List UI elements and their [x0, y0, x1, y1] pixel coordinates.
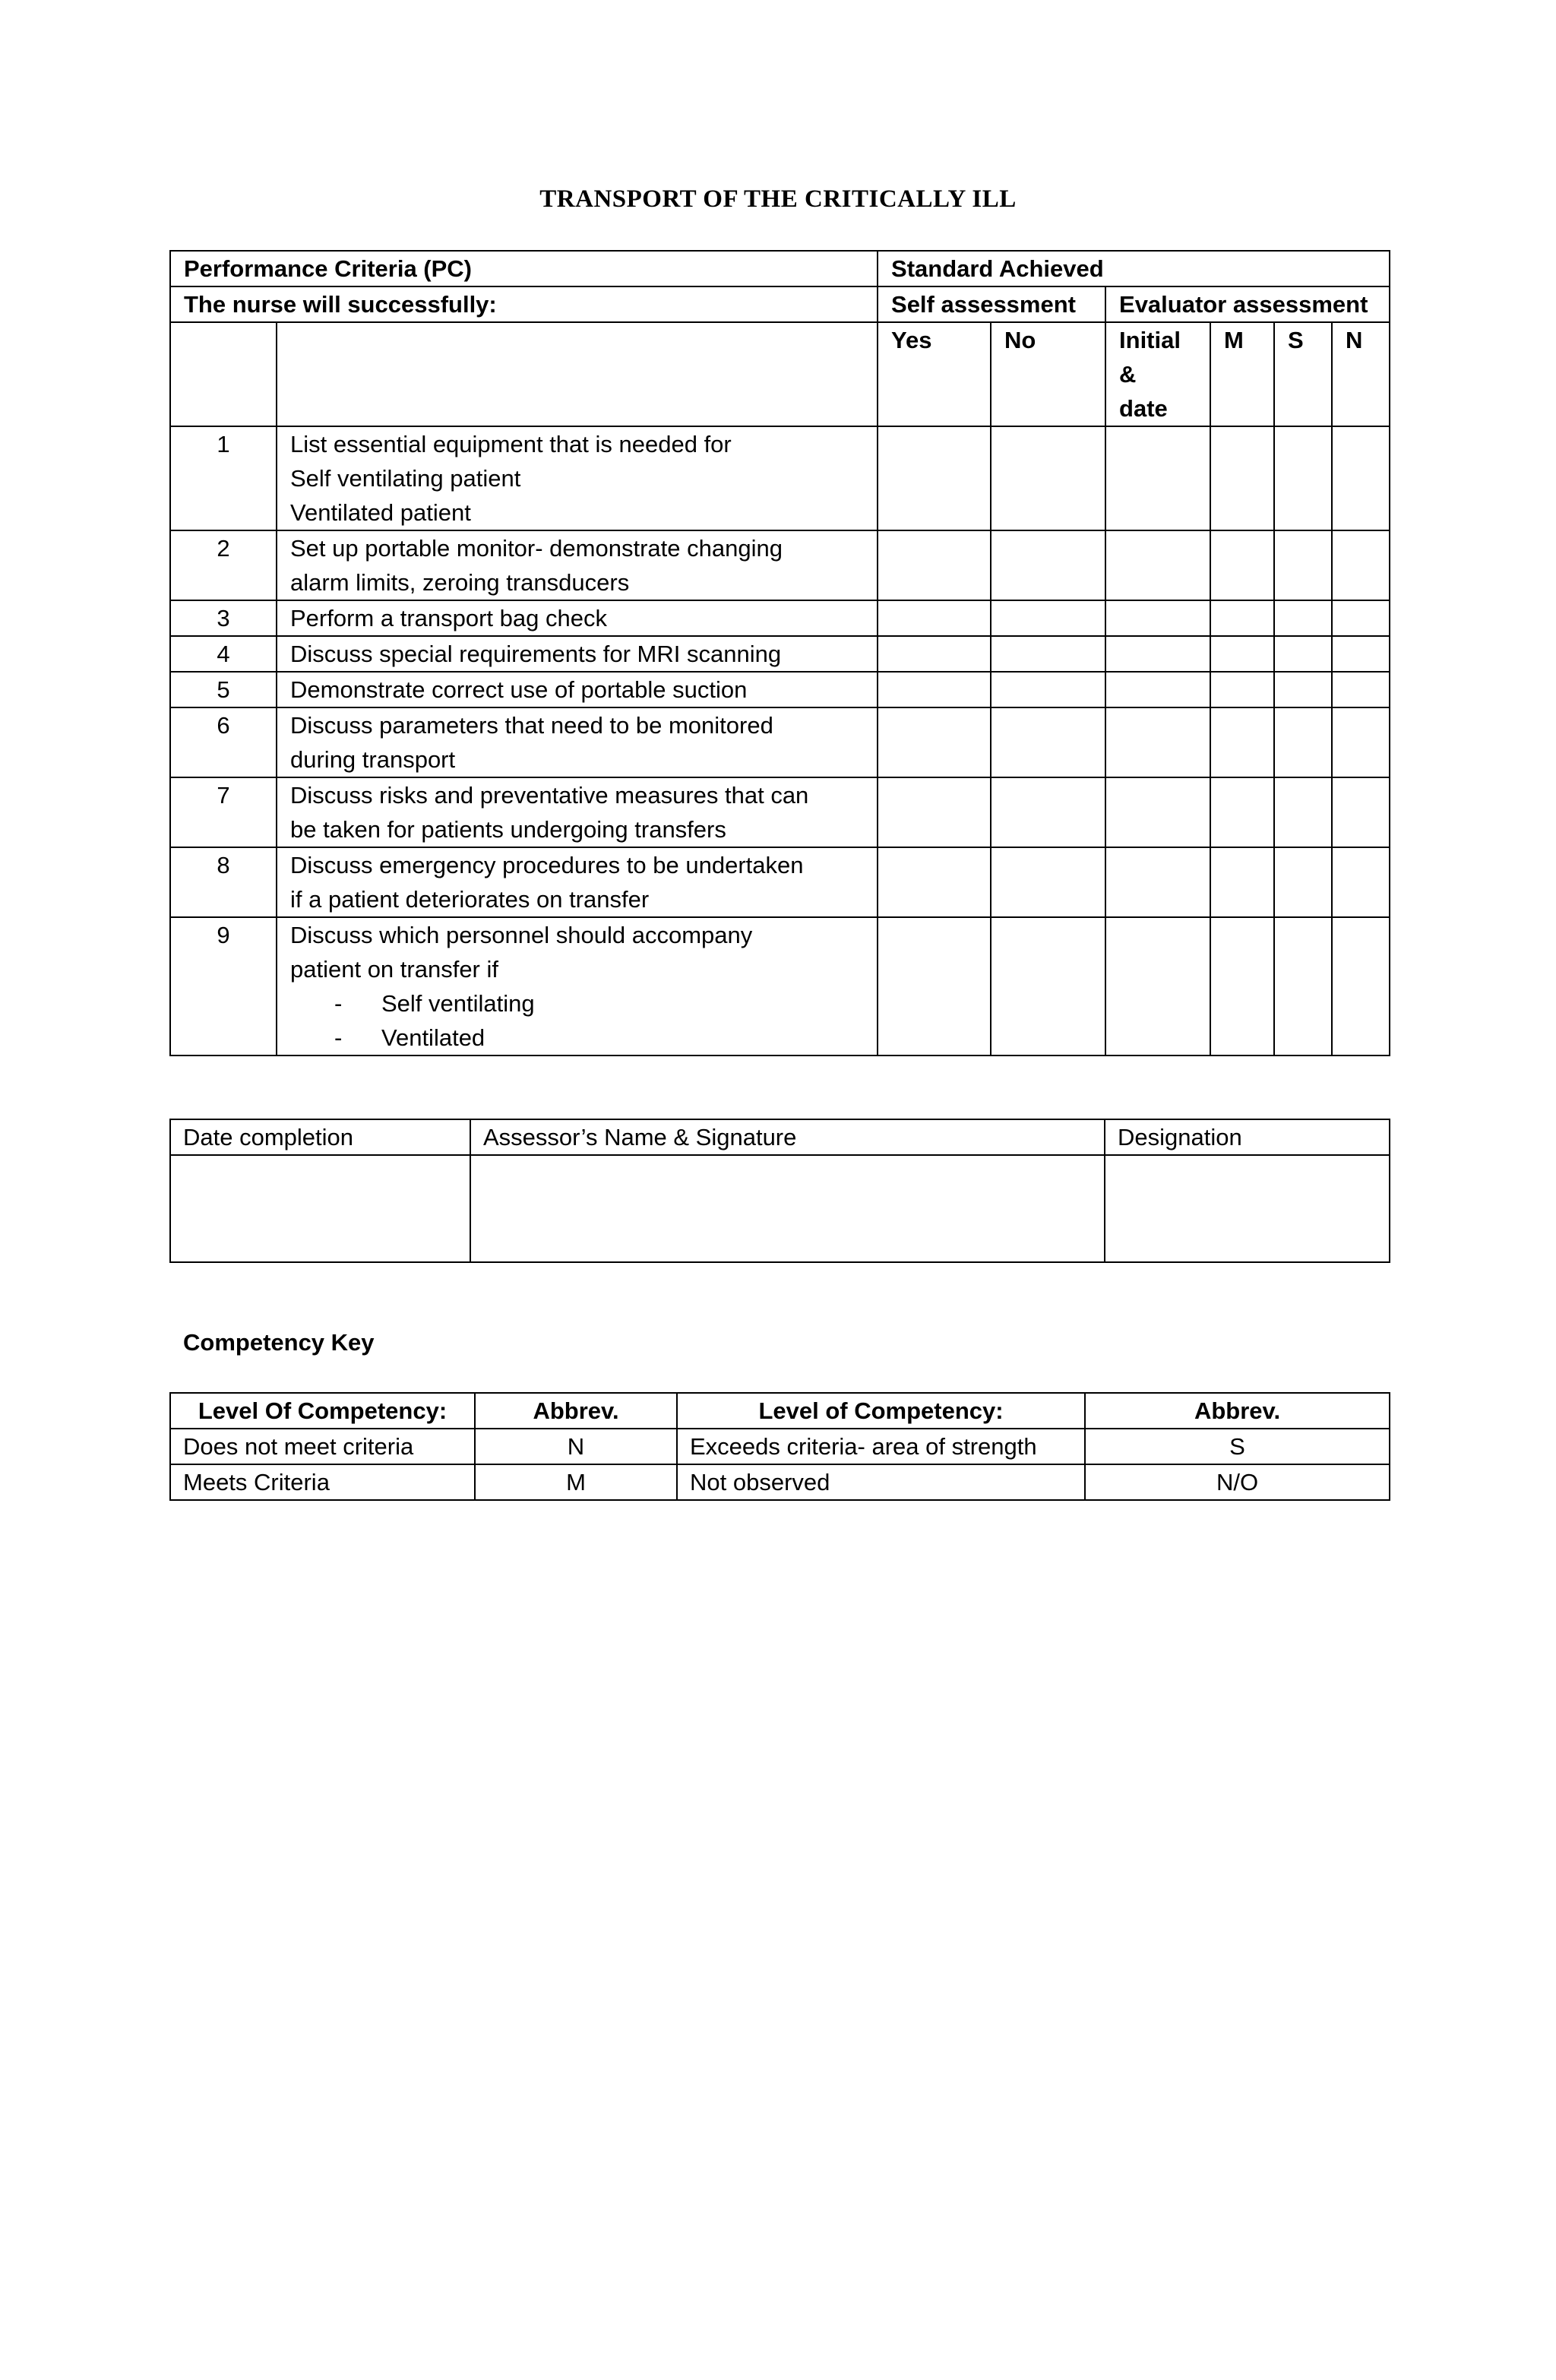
- assessment-cell-yes[interactable]: [878, 707, 991, 777]
- header-n: N: [1332, 322, 1390, 426]
- assessment-cell-n[interactable]: [1332, 600, 1390, 636]
- assessment-cell-s[interactable]: [1274, 672, 1332, 707]
- header-performance-criteria: Performance Criteria (PC): [170, 251, 878, 286]
- criteria-number: 4: [170, 636, 277, 672]
- assessment-cell-m[interactable]: [1210, 530, 1274, 600]
- criteria-number: 5: [170, 672, 277, 707]
- header-nurse-will: The nurse will successfully:: [170, 286, 878, 322]
- assessment-cell-yes[interactable]: [878, 847, 991, 917]
- criteria-text: [277, 917, 878, 1055]
- assessment-cell-initial-date[interactable]: [1105, 672, 1210, 707]
- key-level: Not observed: [677, 1464, 1085, 1500]
- header-standard-achieved: Standard Achieved: [878, 251, 1390, 286]
- assessment-cell-initial-date[interactable]: [1105, 847, 1210, 917]
- criteria-line: List essential equipment that is needed for: [290, 431, 732, 457]
- assessment-cell-no[interactable]: [991, 672, 1105, 707]
- assessment-cell-s[interactable]: [1274, 847, 1332, 917]
- assessment-cell-s[interactable]: [1274, 530, 1332, 600]
- criteria-row: [170, 530, 1390, 600]
- competency-key-table: [169, 1392, 1390, 1501]
- criteria-number: 8: [170, 847, 277, 917]
- criteria-number: 1: [170, 426, 277, 530]
- key-level: Does not meet criteria: [170, 1429, 475, 1464]
- assessment-cell-s[interactable]: [1274, 917, 1332, 1055]
- criteria-number: 3: [170, 600, 277, 636]
- date-completion-label: Date completion: [170, 1119, 470, 1155]
- assessment-cell-n[interactable]: [1332, 707, 1390, 777]
- header-s: S: [1274, 322, 1332, 426]
- assessor-signature-field[interactable]: [470, 1155, 1105, 1262]
- header-m: M: [1210, 322, 1274, 426]
- key-abbrev: S: [1085, 1429, 1390, 1464]
- criteria-row: [170, 707, 1390, 777]
- assessment-cell-yes[interactable]: [878, 672, 991, 707]
- date-completion-field[interactable]: [170, 1155, 470, 1262]
- assessment-cell-n[interactable]: [1332, 530, 1390, 600]
- assessment-cell-no[interactable]: [991, 636, 1105, 672]
- criteria-line: Demonstrate correct use of portable suction: [290, 676, 748, 703]
- assessment-cell-m[interactable]: [1210, 777, 1274, 847]
- criteria-text: [277, 636, 878, 672]
- criteria-row: [170, 777, 1390, 847]
- assessment-cell-initial-date[interactable]: [1105, 600, 1210, 636]
- header-initial-line: date: [1119, 395, 1168, 422]
- assessment-cell-s[interactable]: [1274, 636, 1332, 672]
- assessment-cell-m[interactable]: [1210, 600, 1274, 636]
- criteria-line: Set up portable monitor- demonstrate changing: [290, 535, 783, 562]
- header-initial-line: Initial: [1119, 327, 1181, 353]
- assessment-cell-n[interactable]: [1332, 636, 1390, 672]
- assessment-cell-m[interactable]: [1210, 847, 1274, 917]
- assessment-cell-no[interactable]: [991, 707, 1105, 777]
- header-initial-date: [1105, 322, 1210, 426]
- assessment-cell-initial-date[interactable]: [1105, 917, 1210, 1055]
- assessment-cell-yes[interactable]: [878, 777, 991, 847]
- criteria-bullet: [290, 1021, 864, 1055]
- criteria-row: [170, 426, 1390, 530]
- assessment-cell-n[interactable]: [1332, 847, 1390, 917]
- criteria-line: Perform a transport bag check: [290, 605, 607, 631]
- assessment-cell-no[interactable]: [991, 777, 1105, 847]
- assessment-cell-yes[interactable]: [878, 426, 991, 530]
- criteria-text: [277, 672, 878, 707]
- assessor-name-signature-label: Assessor’s Name & Signature: [470, 1119, 1105, 1155]
- criteria-line: Discuss parameters that need to be monitored: [290, 712, 773, 739]
- criteria-line: Discuss which personnel should accompany: [290, 922, 753, 948]
- performance-criteria-table: [169, 250, 1390, 1056]
- criteria-text: [277, 600, 878, 636]
- assessment-cell-no[interactable]: [991, 847, 1105, 917]
- key-header-abbrev: Abbrev.: [1085, 1393, 1390, 1429]
- assessment-cell-m[interactable]: [1210, 636, 1274, 672]
- header-empty-criteria: [277, 322, 878, 426]
- criteria-row: [170, 636, 1390, 672]
- competency-key-row: [170, 1429, 1390, 1464]
- criteria-line: Discuss special requirements for MRI scanning: [290, 641, 782, 667]
- key-header-level: Level Of Competency:: [170, 1393, 475, 1429]
- key-abbrev: N: [475, 1429, 677, 1464]
- assessment-cell-s[interactable]: [1274, 707, 1332, 777]
- criteria-line: be taken for patients undergoing transfers: [290, 816, 726, 843]
- designation-label: Designation: [1105, 1119, 1390, 1155]
- bullet-dash: -: [334, 990, 343, 1017]
- key-header-abbrev: Abbrev.: [475, 1393, 677, 1429]
- assessment-cell-n[interactable]: [1332, 917, 1390, 1055]
- criteria-line: Discuss emergency procedures to be undertaken: [290, 852, 804, 878]
- assessment-cell-n[interactable]: [1332, 777, 1390, 847]
- key-level: Exceeds criteria- area of strength: [677, 1429, 1085, 1464]
- signoff-table: [169, 1119, 1390, 1263]
- key-header-level: Level of Competency:: [677, 1393, 1085, 1429]
- assessment-cell-yes[interactable]: [878, 600, 991, 636]
- assessment-cell-yes[interactable]: [878, 917, 991, 1055]
- bullet-text: Ventilated: [381, 1024, 485, 1051]
- designation-field[interactable]: [1105, 1155, 1390, 1262]
- criteria-row: [170, 600, 1390, 636]
- criteria-number: 7: [170, 777, 277, 847]
- assessment-cell-initial-date[interactable]: [1105, 636, 1210, 672]
- assessment-cell-no[interactable]: [991, 600, 1105, 636]
- assessment-cell-m[interactable]: [1210, 917, 1274, 1055]
- assessment-cell-m[interactable]: [1210, 672, 1274, 707]
- competency-key-row: [170, 1464, 1390, 1500]
- assessment-cell-initial-date[interactable]: [1105, 426, 1210, 530]
- criteria-number: 6: [170, 707, 277, 777]
- assessment-cell-m[interactable]: [1210, 707, 1274, 777]
- assessment-cell-n[interactable]: [1332, 426, 1390, 530]
- criteria-row: [170, 847, 1390, 917]
- criteria-row: [170, 672, 1390, 707]
- criteria-line: patient on transfer if: [290, 956, 498, 983]
- criteria-number: 2: [170, 530, 277, 600]
- criteria-line: alarm limits, zeroing transducers: [290, 569, 630, 596]
- assessment-cell-s[interactable]: [1274, 426, 1332, 530]
- assessment-cell-no[interactable]: [991, 426, 1105, 530]
- competency-key-heading: Competency Key: [183, 1329, 375, 1356]
- bullet-text: Self ventilating: [381, 990, 535, 1017]
- criteria-text: [277, 426, 878, 530]
- bullet-dash: -: [334, 1024, 343, 1051]
- criteria-row: [170, 917, 1390, 1055]
- header-empty-num: [170, 322, 277, 426]
- assessment-cell-no[interactable]: [991, 530, 1105, 600]
- assessment-cell-initial-date[interactable]: [1105, 707, 1210, 777]
- criteria-line: during transport: [290, 746, 456, 773]
- assessment-cell-s[interactable]: [1274, 600, 1332, 636]
- criteria-line: Self ventilating patient: [290, 465, 521, 492]
- key-abbrev: N/O: [1085, 1464, 1390, 1500]
- header-initial-line: &: [1119, 361, 1137, 388]
- assessment-cell-no[interactable]: [991, 917, 1105, 1055]
- header-evaluator-assessment: Evaluator assessment: [1105, 286, 1390, 322]
- header-yes: Yes: [878, 322, 991, 426]
- criteria-bullet: [290, 986, 864, 1021]
- document-title: TRANSPORT OF THE CRITICALLY ILL: [539, 185, 1017, 213]
- assessment-cell-yes[interactable]: [878, 636, 991, 672]
- assessment-cell-initial-date[interactable]: [1105, 530, 1210, 600]
- criteria-number: 9: [170, 917, 277, 1055]
- criteria-text: [277, 530, 878, 600]
- criteria-text: [277, 707, 878, 777]
- key-level: Meets Criteria: [170, 1464, 475, 1500]
- assessment-cell-n[interactable]: [1332, 672, 1390, 707]
- criteria-line: if a patient deteriorates on transfer: [290, 886, 650, 913]
- header-no: No: [991, 322, 1105, 426]
- assessment-cell-s[interactable]: [1274, 777, 1332, 847]
- assessment-cell-yes[interactable]: [878, 530, 991, 600]
- assessment-cell-m[interactable]: [1210, 426, 1274, 530]
- header-self-assessment: Self assessment: [878, 286, 1105, 322]
- criteria-line: Discuss risks and preventative measures that can: [290, 782, 809, 809]
- key-abbrev: M: [475, 1464, 677, 1500]
- criteria-line: Ventilated patient: [290, 499, 471, 526]
- criteria-text: [277, 847, 878, 917]
- criteria-text: [277, 777, 878, 847]
- assessment-cell-initial-date[interactable]: [1105, 777, 1210, 847]
